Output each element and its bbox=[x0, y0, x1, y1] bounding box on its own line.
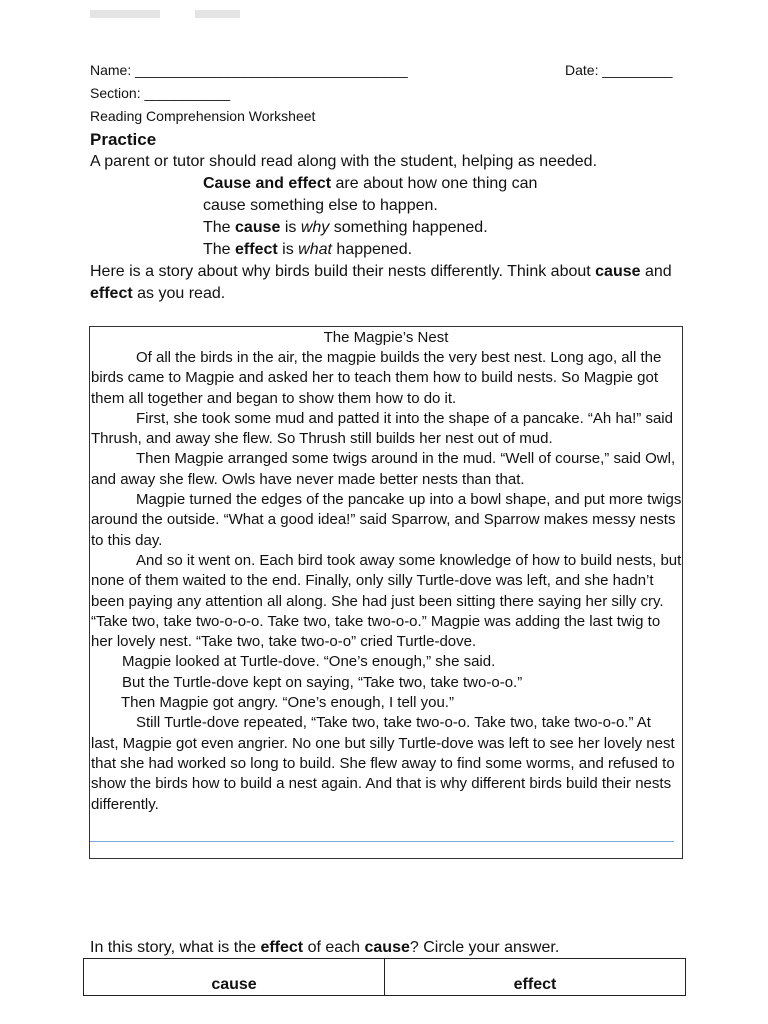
story-intro: Here is a story about why birds build their nests differently. Think about cause and effect as you read. bbox=[90, 263, 672, 302]
story-paragraph: Then Magpie got angry. “One’s enough, I tell you.” bbox=[121, 694, 454, 712]
story-paragraph: But the Turtle-dove kept on saying, “Take two, take two-o-o.” bbox=[122, 673, 523, 691]
name-field: Name: ___________________________________ bbox=[90, 62, 408, 78]
faded-header-mark bbox=[90, 10, 160, 18]
story-paragraph: Magpie turned the edges of the pancake up into a bowl shape, and put more twigs around the outside. “What a good idea!” said Sparrow, and Sparrow makes messy nests to this day. bbox=[91, 491, 682, 549]
cause-effect-table bbox=[83, 958, 686, 996]
question-prompt: In this story, what is the effect of each cause? Circle your answer. bbox=[90, 939, 560, 956]
story-box bbox=[89, 326, 683, 859]
practice-heading: Practice bbox=[90, 130, 157, 149]
story-paragraph: Then Magpie arranged some twigs around in the mud. “Well of course,” said Owl, and away she flew. Owls have never made better nests than that. bbox=[91, 450, 676, 488]
practice-instruction: A parent or tutor should read along with the student, helping as needed. bbox=[90, 153, 598, 170]
divider-line bbox=[90, 841, 674, 842]
definitions-block bbox=[203, 173, 537, 261]
definition-line-2: cause something else to happen. bbox=[203, 197, 438, 214]
worksheet-title: Reading Comprehension Worksheet bbox=[90, 108, 316, 124]
table-header-effect: effect bbox=[513, 976, 557, 993]
story-paragraph: Magpie looked at Turtle-dove. “One’s enough,” she said. bbox=[122, 653, 496, 671]
story-title: The Magpie’s Nest bbox=[323, 329, 449, 346]
story-paragraph: Of all the birds in the air, the magpie builds the very best nest. Long ago, all the birds came to Magpie and asked her to teach them how to build nests. So Magpie got them all together and began to show them how to do it. bbox=[91, 349, 662, 407]
definition-effect: The effect is what happened. bbox=[203, 241, 413, 258]
table-header-cause: cause bbox=[84, 959, 385, 995]
story-text bbox=[91, 348, 682, 815]
faded-header-mark bbox=[195, 10, 240, 18]
definition-line-1: Cause and effect are about how one thing can bbox=[203, 175, 538, 192]
story-paragraph: And so it went on. Each bird took away some knowledge of how to build nests, but none of them waited to the end. Finally, only silly Turtle-dove was left, and she hadn’t been paying any attention all along. She had just been sitting there saying her silly cry. “Take two, take two-o-o-o. Take two, take two-o-o.” Magpie was adding the last twig to her lovely nest. “Take two, take two-o-o” cried Turtle-dove. bbox=[91, 551, 682, 651]
story-paragraph: First, she took some mud and patted it into the shape of a pancake. “Ah ha!” said Thrush, and away she flew. So Thrush still builds her nest out of mud. bbox=[91, 409, 673, 448]
definition-cause: The cause is why something happened. bbox=[203, 219, 488, 236]
section-field: Section: ___________ bbox=[90, 85, 231, 101]
story-paragraph: Still Turtle-dove repeated, “Take two, take two-o-o. Take two, take two-o-o.” At last, Magpie got even angrier. No one but silly Turtle-dove was left to see her lovely nest that she had worked so long to build. She flew away to find some worms, and refused to show the birds how to build a nest again. And that is why different birds build their nests differently. bbox=[91, 714, 675, 813]
date-field: Date: _________ bbox=[565, 62, 673, 78]
